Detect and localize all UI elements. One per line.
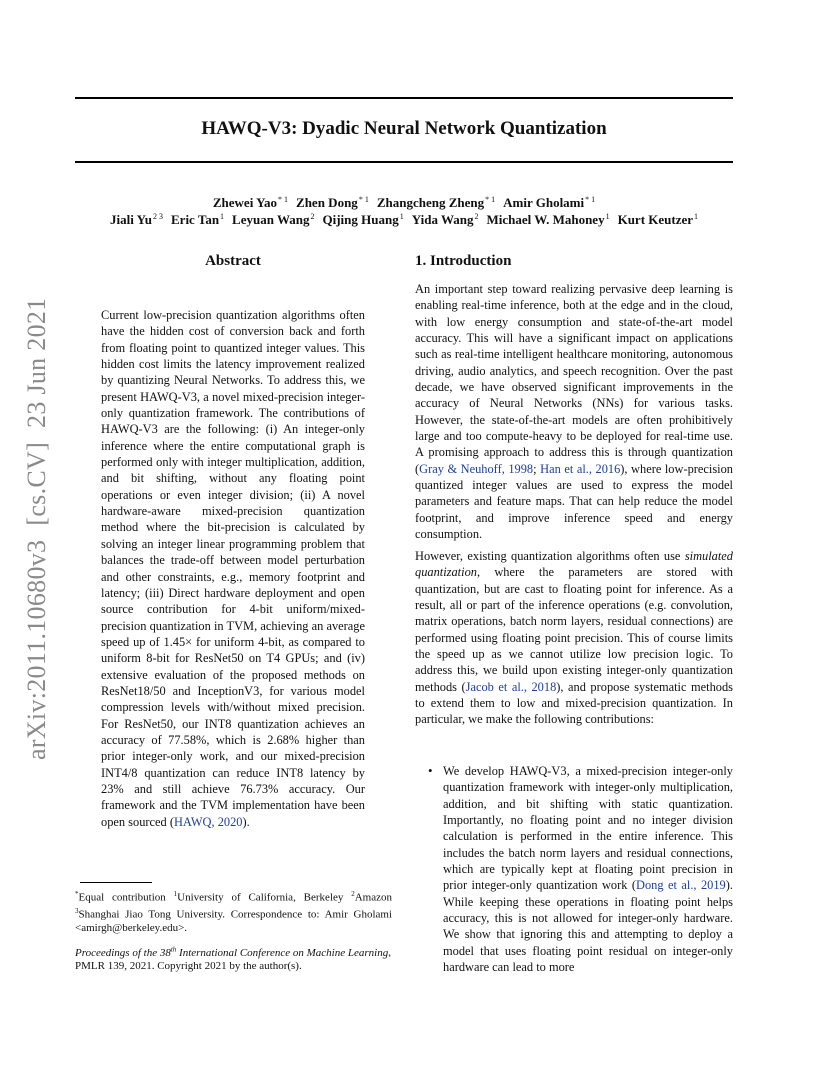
author-name-text: Zhen Dong xyxy=(296,195,358,211)
footnote-mark-equal: * xyxy=(75,890,79,898)
arxiv-date: 23 Jun 2021 xyxy=(22,297,51,428)
footnote-aff-2: Amazon xyxy=(354,891,392,904)
intro-paragraph-2 xyxy=(415,548,733,728)
author-name-text: Qijing Huang xyxy=(322,212,399,228)
intro-p2-text-mid: , where the parameters are stored with quantization, but are cast to floating point for inference. As a result, all or part of the inference operations (e.g. convolution, matrix operations, batch norm layers, residual connections) are performed using floating point precision. This of course limits the speed up as we cannot utilize low precision logic. To address this, we build upon existing integer-only quantization methods ( xyxy=(415,565,733,694)
title-rule-top xyxy=(75,97,733,99)
proceedings-text-b: International Conference on Machine Learning xyxy=(176,946,389,959)
footnote-mark-1: 1 xyxy=(173,890,178,898)
bullet-icon: • xyxy=(428,763,433,778)
intro-p1-text-end: ), where low-precision quantized integer values are used to express the model parameters and feature maps. That can help reduce the model footprint, and improve inference speed and energy consumption. xyxy=(415,461,733,542)
author-name xyxy=(486,212,609,227)
footnote-mark-3: 3 xyxy=(75,907,79,916)
author-name xyxy=(618,212,698,227)
intro-p1-text: An important step toward realizing pervasive deep learning is enabling real-time inference, both at the edge and in the cloud, with low energy consumption and state-of-the-art model accuracy. This will have a significant impact on applications such as real-time intelligent healthcare monitoring, autonomous driving, audio analytics, and speech recognition. Over the past decade, we have observed significant improvements in the accuracy of Neural Networks (NNs) for various tasks. However, the state-of-the-art models are often prohibitively large and too compute-heavy to be deployed for real-time use. A promising approach to address this is through quantization ( xyxy=(415,282,733,476)
citation-link-jacob[interactable]: Jacob et al., 2018 xyxy=(465,679,557,694)
author-name-text: Leyuan Wang xyxy=(232,212,310,228)
intro-p2-text-end: ), and propose systematic methods to extend them to low and mixed-precision quantization. In particular, we make the following contributions: xyxy=(415,679,733,727)
author-affiliation-mark: 2 3 xyxy=(153,212,163,221)
abstract-citation-link[interactable]: HAWQ, 2020 xyxy=(173,814,243,829)
proceedings-note xyxy=(75,943,392,974)
citation-link-han[interactable]: Han et al., 2016 xyxy=(540,461,621,476)
author-affiliation-mark: 1 xyxy=(399,212,404,221)
paper-title: HAWQ-V3: Dyadic Neural Network Quantization xyxy=(201,118,607,139)
author-affiliation-mark: 1 xyxy=(605,212,610,221)
author-name-text: Michael W. Mahoney xyxy=(486,212,605,228)
citation-link-dong[interactable]: Dong et al., 2019 xyxy=(636,878,726,893)
author-name-text: Jiali Yu xyxy=(109,212,152,228)
introduction-heading: 1. Introduction xyxy=(415,253,512,269)
author-name-text: Yida Wang xyxy=(411,212,474,228)
footnote-aff-1: University of California, Berkeley xyxy=(177,891,352,904)
contribution-bullet-1 xyxy=(443,763,733,975)
footnote-aff-3: Shanghai Jiao Tong University. Correspondence to: Amir Gholami <amirgh@berkeley.edu>. xyxy=(75,908,392,935)
author-name xyxy=(232,212,314,227)
footnote-mark-2: 2 xyxy=(351,890,355,898)
author-name-text: Zhewei Yao xyxy=(212,195,278,211)
author-name xyxy=(110,212,163,227)
citation-separator: ; xyxy=(533,461,541,476)
author-name xyxy=(171,212,224,227)
author-name-text: Amir Gholami xyxy=(503,195,585,211)
author-affiliation-mark: 1 xyxy=(220,212,225,221)
author-affiliation-mark: 1 xyxy=(694,212,699,221)
author-affiliation-mark: * 1 xyxy=(585,195,596,204)
author-name-text: Eric Tan xyxy=(171,212,220,228)
author-affiliation-mark: 2 xyxy=(474,212,479,221)
author-affiliation-mark: 2 xyxy=(310,212,315,221)
author-name-text: Kurt Keutzer xyxy=(617,212,694,228)
authors-row-2 xyxy=(60,208,748,228)
citation-link-gray[interactable]: Gray & Neuhoff, 1998 xyxy=(419,461,534,476)
arxiv-category: [cs.CV] xyxy=(22,441,51,526)
proceedings-text-c: , PMLR 139, 2021. Copyright 2021 by the author(s). xyxy=(75,946,391,973)
intro-p2-emphasis: simulated quantization xyxy=(415,549,733,580)
bullet-1-text: We develop HAWQ-V3, a mixed-precision integer-only quantization framework with integer-only multiplication, addition, and bit shifting with static quantization. Importantly, no floating point and no integer division calculation is performed in the entire inference. This includes the batch norm layers and residual connections, which are typically kept at floating point precision in prior integer-only quantization work ( xyxy=(443,764,733,893)
author-name xyxy=(412,212,479,227)
intro-paragraph-1 xyxy=(415,281,733,543)
affiliation-footnote xyxy=(75,888,392,936)
title-rule-bottom xyxy=(75,161,733,163)
abstract-body xyxy=(101,307,365,830)
author-affiliation-mark: * 1 xyxy=(485,195,496,204)
author-affiliation-mark: * 1 xyxy=(278,195,289,204)
author-affiliation-mark: * 1 xyxy=(358,195,369,204)
bullet-1-text-end: ). While keeping these operations in floating point helps accuracy, this is not allowed for integer-only hardware. We show that ignoring this and attempting to deploy a model that uses floating point residual on integer-only hardware can lead to more xyxy=(443,878,733,975)
footnote-rule xyxy=(80,882,152,883)
abstract-text-end: ). xyxy=(242,814,250,829)
arxiv-id: arXiv:2011.10680v3 xyxy=(22,539,51,760)
author-name xyxy=(322,212,403,227)
abstract-heading: Abstract xyxy=(205,253,261,269)
intro-p2-text: However, existing quantization algorithms often use xyxy=(415,549,685,563)
footnote-equal-text: Equal contribution xyxy=(78,891,174,904)
abstract-text: Current low-precision quantization algorithms often have the hidden cost of conversion back and forth from floating point to quantized integer values. This hidden cost limits the latency improvement realized by quantizing Neural Networks. To address this, we present HAWQ-V3, a novel mixed-precision integer-only quantization framework. The contributions of HAWQ-V3 are the following: (i) An integer-only inference where the entire computational graph is performed only with integer multiplication, addition, and bit shifting, without any floating point operations or even integer division; (ii) A novel hardware-aware mixed-precision quantization method where the bit-precision is calculated by solving an integer linear programming problem that balances the trade-off between model perturbation and other constraints, e.g., memory footprint and latency; (iii) Direct hardware deployment and open source contribution for 4-bit uniform/mixed-precision quantization in TVM, achieving an average speed up of 1.45× for uniform 4-bit, as compared to uniform 8-bit for ResNet50 on T4 GPUs; and (iv) extensive evaluation of the proposed methods on ResNet18/50 and InceptionV3, for various model compression levels with/without mixed precision. For ResNet50, our INT8 quantization achieves an accuracy of 77.58%, which is 2.68% higher than prior integer-only work, and our mixed-precision INT4/8 quantization can reduce INT8 latency by 23% and still achieve 76.73% accuracy. Our framework and the TVM implementation have been open sourced ( xyxy=(101,308,365,829)
proceedings-text-a: Proceedings of the 38 xyxy=(75,946,171,959)
arxiv-stamp xyxy=(22,284,52,760)
proceedings-sup: th xyxy=(170,945,177,953)
author-name-text: Zhangcheng Zheng xyxy=(376,195,485,211)
